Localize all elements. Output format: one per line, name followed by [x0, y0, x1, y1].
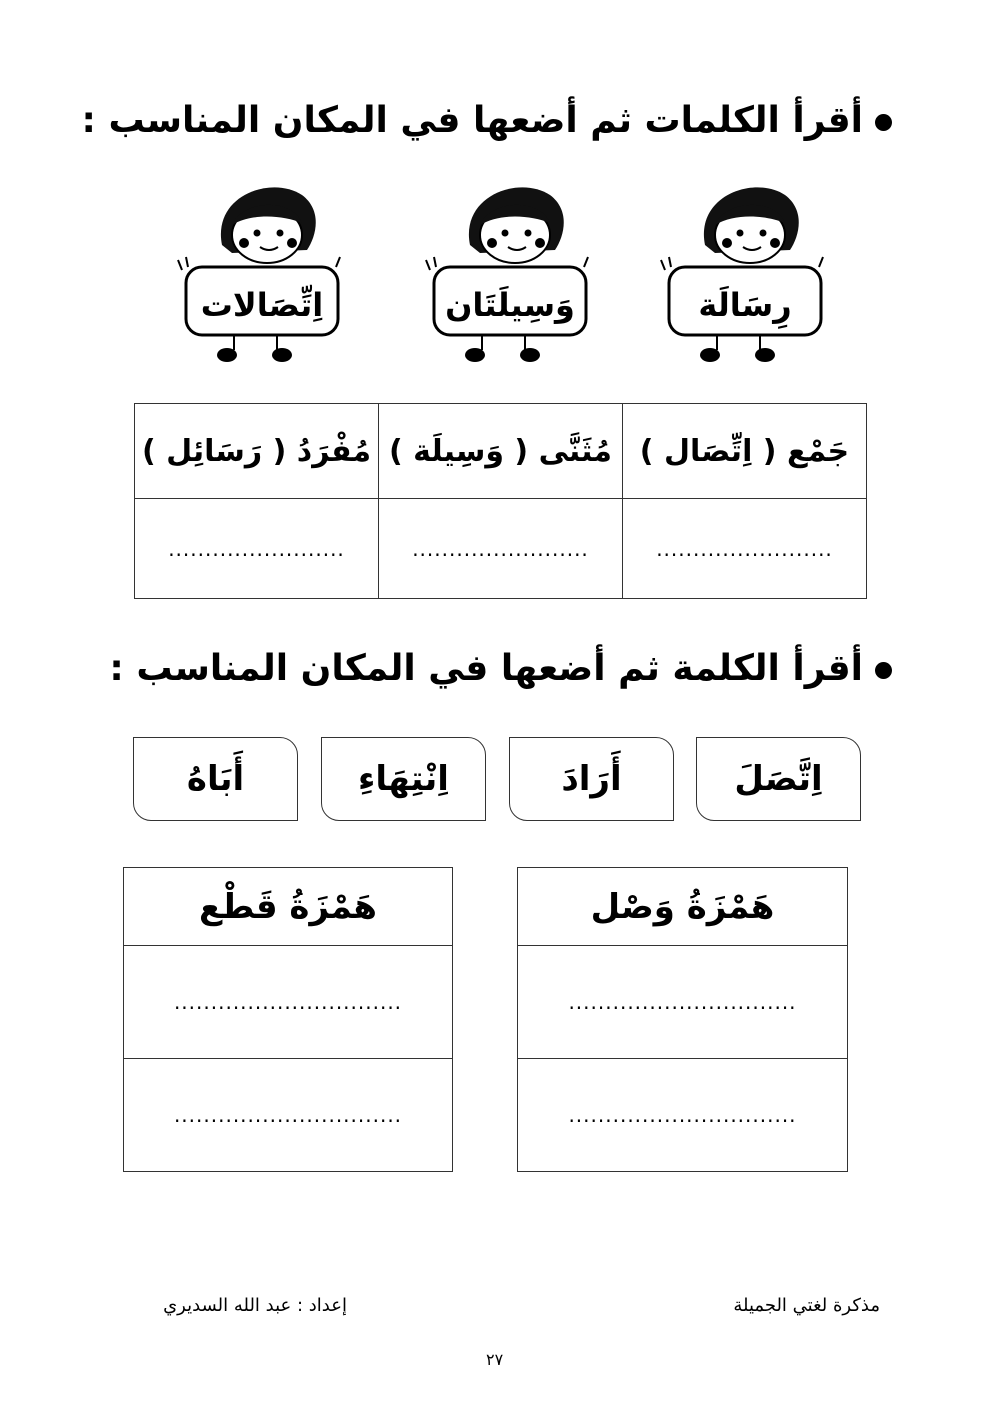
header-singular: مُفْرَدُ ( رَسَائِل ): [135, 404, 379, 499]
classification-table: [134, 403, 867, 599]
word-card-3[interactable]: اِنْتِهَاءِ: [321, 737, 486, 821]
kid-sign-2: [420, 175, 600, 375]
answer-field-dual[interactable]: ........................: [379, 499, 623, 599]
section1-heading: [82, 100, 892, 141]
hamzat-wasl-title: هَمْزَةُ وَصْل: [518, 868, 848, 946]
kid-sign-word: رِسَالَة: [698, 286, 792, 324]
word-card-2[interactable]: أَرَادَ: [509, 737, 674, 821]
header-dual: مُثَنَّى ( وَسِيلَة ): [379, 404, 623, 499]
kid-sign-word: وَسِيلَتَان: [445, 286, 575, 324]
hamzat-wasl-line-1[interactable]: ...............................: [518, 946, 848, 1059]
section2-heading-text: أقرأ الكلمة ثم أضعها في المكان المناسب :: [109, 648, 863, 689]
hamzat-qat-title: هَمْزَةُ قَطْع: [124, 868, 453, 946]
bullet-icon: [875, 114, 892, 131]
page-number: ٢٧: [486, 1350, 504, 1369]
kid-sign-word: اِتِّصَالات: [200, 286, 324, 324]
bullet-icon: [875, 662, 892, 679]
hamzat-qat-line-2[interactable]: ...............................: [124, 1059, 453, 1172]
word-card-1[interactable]: اِتَّصَلَ: [696, 737, 861, 821]
answer-field-plural[interactable]: ........................: [623, 499, 867, 599]
answer-field-singular[interactable]: ........................: [135, 499, 379, 599]
section1-heading-text: أقرأ الكلمات ثم أضعها في المكان المناسب :: [81, 100, 863, 141]
author-credit: إعداد : عبد الله السديري: [163, 1295, 347, 1316]
kid-sign-1: [655, 175, 835, 375]
hamzat-wasl-table: [517, 867, 848, 1172]
hamzat-qat-table: [123, 867, 453, 1172]
header-plural: جَمْع ( اِتِّصَال ): [623, 404, 867, 499]
kid-sign-3: [172, 175, 352, 375]
hamzat-qat-line-1[interactable]: ...............................: [124, 946, 453, 1059]
hamzat-wasl-line-2[interactable]: ...............................: [518, 1059, 848, 1172]
word-card-4[interactable]: أَبَاهُ: [133, 737, 298, 821]
book-title: مذكرة لغتي الجميلة: [733, 1295, 880, 1316]
section2-heading: [109, 648, 892, 689]
